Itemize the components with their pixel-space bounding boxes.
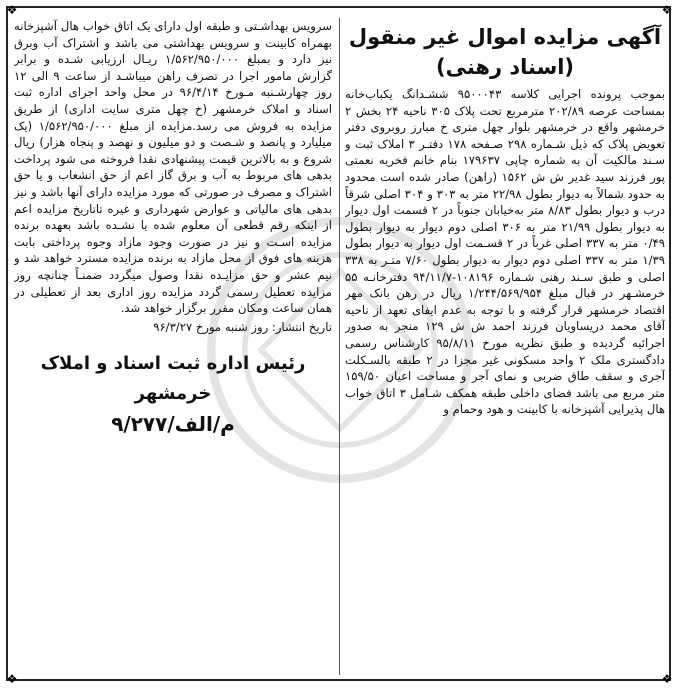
left-column <box>14 18 332 675</box>
notice-body-part1: بموجب پرونده اجرایی کلاسه ۹۵۰۰۰۴۳ ششـدانگ یکباب‌خانه بمساحت عرصه ۲۰۲/۸۹ مترمربع تحت پلاک ۳۰۵ ناحیه ۲۴ بخش ۲ خرمشهر واقع در خرمشهر بلوار چهل متری خ مبارز روبروی دفتر تعویض پلاک که ذیل شـماره ۲۹۸ صـفحه ۱۷۸ دفتـر ۳ املاک ثبت و سـند مالکیت آن به شماره چاپی ۱۷۹۶۳۷ بنام خانم فخریه نعمتی پور فرزند سید غدیر ش ش ۱۵۶۲ (راهن) صادر شده است محدود به حدود شمالاً به دیوار بطول ۲۲/۹۸ متر به ۳۰۳ و ۳۰۴ اصلی شرقاً درب و دیوار بطول ۸/۸۳ متر به‌خیابان جنوباً در ۲ قسمت اول دیوار به دیوار بطول ۲۱/۹۹ متر به ۳۰۶ اصلی دوم دیوار به دیوار بطول ۰/۴۹ متر به ۳۳۷ اصلی غرباً در ۲ قسـمت اول دیوار به دیوار بطول ۱/۳۹ متر به ۳۳۷ اصلی دوم دیوار به دیوار بطول ۷/۶۰ متـر به ۳۳۸ اصلی و طبق سـند رهنی شـماره ۱۰۸۱۹۶-۹۴/۱۱/۷ دفترخانـه ۵۵ خرمشـهر در قبال مبلغ ۱/۲۴۴/۵۶۹/۹۵۴ ریال در رهن بانک مهر اقتصاد خرمشهر قرار گرفته و با توجه به عدم ایفای تعهد از ناحیه آقای محمد دریساویان فرزند احمد ش ش ۱۲۹ منجر به صدور اجرائیه گردیده و طبق نظریه مورخ ۹۵/۸/۱۱ کارشناس رسمی دادگستری ملک ۲ واحد مسکونی غیر مجزا در ۲ طبقه بالسـکلت آجری و سقف طاق ضربی و نمای آجر و مساحت اعیان ۱۵۹/۵۰ متر مربع می باشد فضای داخلی طبقه همکف شـامل ۳ اتاق خواب هال پذیرایی آشپزخانه با کابینت و هود وحمام و <box>345 87 665 417</box>
headline-subtitle: (اسناد رهنی) <box>435 55 575 79</box>
corner-ornament-icon: ❖ <box>6 3 18 17</box>
right-column <box>345 18 665 675</box>
notice-headline <box>345 22 665 82</box>
notice-body-part2: سرویس بهداشـتی و طبقه اول دارای یک اتاق خواب هال آشپزخانه بهمراه کابینت و سرویس بهداشتی می باشد و اشتراک آب وبرق نیز دارد و بمبلغ ۱/۵۶۲/۹۵۰/۰۰۰ ریـال ارزیابی شـده و برابر گزارش مامور اجرا در تصرف راهن میباشـد از ساعت ۹ الی ۱۲ روز چهارشـنبه مـورخ ۹۶/۴/۱۴ در محل واحد اجرای اداره ثبت اسناد و املاک خرمشهر (خ چهل متری سایت اداری) از طریق مزایده به فروش می رسد.مزایده از مبلغ ۱/۵۶۲/۹۵۰/۰۰۰ (یک میلیارد و پانصد و شـصت و دو میلیون و نهصد و پنجاه هزار) ریال شروع و به بالاترین قیمت پیشنهادی نقدا فروخته می شود پرداخت بدهی های مربوط به آب و برق گاز اعم از حق انشعاب و یا حق اشتراک و مصرف در صورتی که مورد مزایده دارای آنها باشد و نیز بدهی های مالیاتی و عوارض شهرداری و غیره تاتاریخ مزایده اعم از اینکه رقم قطعی آن معلوم شده یا نشـده باشد بعهده برنده مزایده اسـت و نیز در صورت وجود مازاد وجوه پرداختی بابت هزینه های فوق از محل مازاد به برنده مزایده مسترد خواهد شد و نیم عشر و حق مزایـده نقدا وصول میگردد ضمنـاً چنانچه روز مزایده تعطیل رسمی گردد مزایده روز اداری بعد از تعطیلی در همان ساعت ومکان مقرر برگزار خواهد شد. <box>14 19 332 316</box>
column-divider <box>339 18 340 675</box>
corner-ornament-icon: ❖ <box>661 672 673 686</box>
headline-title: آگهی مزایده اموال غیر منقول <box>348 25 662 49</box>
publication-date: تاریخ انتشار: روز شنبه مورخ ۹۶/۳/۲۷ <box>153 319 332 334</box>
signature-block <box>14 349 332 409</box>
signature-title: رئیس اداره ثبت اسناد و املاک <box>40 353 306 375</box>
reference-number: ۹/۲۷۷/م/الف <box>111 412 235 437</box>
signature-office: خرمشهر <box>134 383 212 405</box>
corner-ornament-icon: ❖ <box>661 3 673 17</box>
corner-ornament-icon: ❖ <box>6 672 18 686</box>
